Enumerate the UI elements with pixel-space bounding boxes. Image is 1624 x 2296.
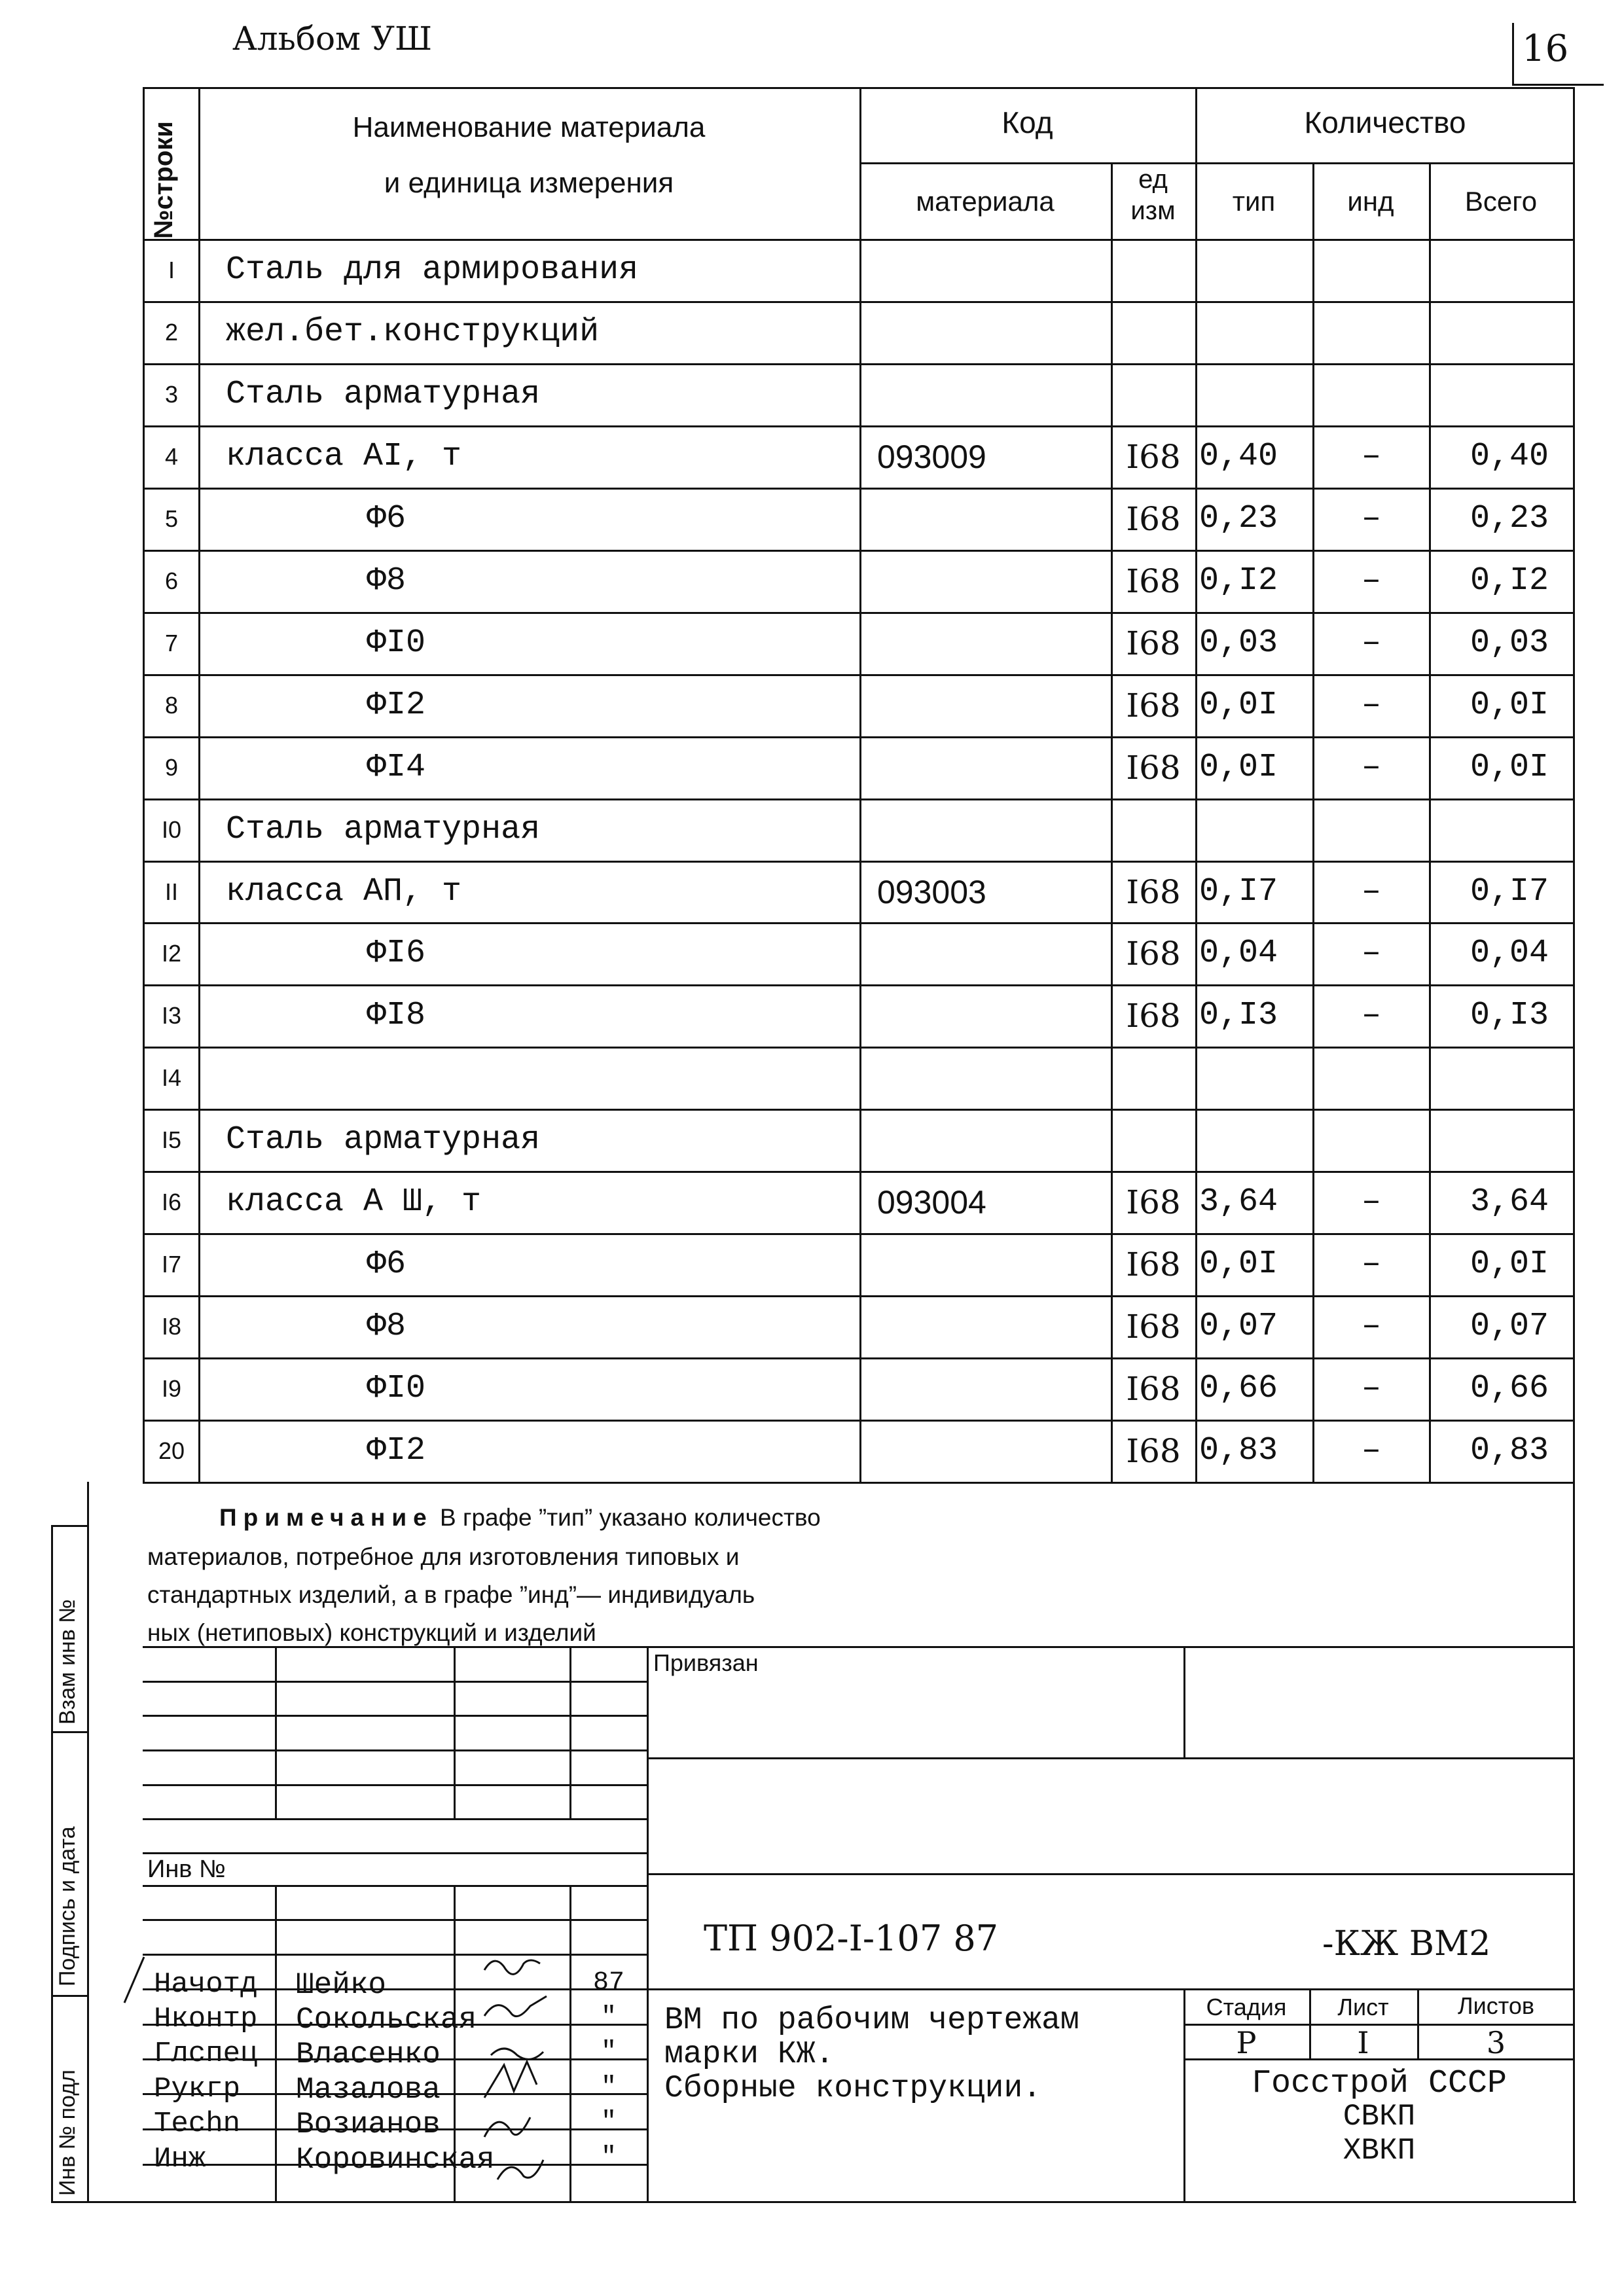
row-unit: I68 <box>1126 437 1181 476</box>
row-name: ФI2 <box>367 687 426 724</box>
row-unit: I68 <box>1126 624 1181 662</box>
row-number: I8 <box>161 1312 182 1340</box>
row-code <box>877 674 1106 736</box>
row-number: 2 <box>164 318 179 346</box>
row-unit: I68 <box>1126 1245 1181 1283</box>
row-unit: I68 <box>1126 1369 1181 1408</box>
row-name: Сталь арматурная <box>226 811 541 848</box>
row-number: I6 <box>161 1188 182 1215</box>
row-total: 3,64 <box>1470 1183 1549 1221</box>
row-total: 0,83 <box>1470 1432 1549 1469</box>
row-typ <box>1199 363 1310 425</box>
signer-name: Власенко <box>296 2037 441 2072</box>
row-typ: 3,64 <box>1199 1183 1278 1221</box>
note-line4: ных (нетиповых) конструкций и изделий <box>147 1619 596 1646</box>
row-typ: 0,0I <box>1199 1246 1278 1283</box>
row-code <box>877 550 1106 612</box>
org-line3: ХВКП <box>1343 2134 1416 2168</box>
row-ind <box>1314 363 1428 425</box>
row-total <box>1431 239 1549 301</box>
row-ind: – <box>1361 873 1381 910</box>
row-code <box>877 1047 1106 1109</box>
row-typ: 0,03 <box>1199 624 1278 662</box>
row-code: 093004 <box>877 1183 986 1221</box>
row-name: ФI6 <box>367 935 426 972</box>
signer-date: 87 <box>592 1968 624 1998</box>
signer-date: " <box>600 2037 617 2067</box>
row-name: класса А Ш, т <box>226 1183 482 1221</box>
doc-mark: -КЖ ВМ2 <box>1322 1924 1491 1964</box>
row-code <box>877 922 1106 984</box>
row-number: 8 <box>164 691 179 719</box>
row-code <box>877 1233 1106 1295</box>
row-unit: I68 <box>1126 872 1181 911</box>
row-total <box>1431 798 1549 861</box>
row-typ: 0,83 <box>1199 1432 1278 1469</box>
privyazan-label: Привязан <box>653 1649 759 1676</box>
row-total: 0,04 <box>1470 935 1549 972</box>
signer-role: Начотд <box>154 1968 258 2001</box>
row-typ <box>1199 1047 1310 1109</box>
row-ind: – <box>1361 500 1381 537</box>
signer-role: Глспец <box>154 2037 258 2070</box>
row-unit <box>1113 1109 1194 1171</box>
row-number: 20 <box>158 1437 185 1464</box>
org-line2: СВКП <box>1343 2100 1416 2134</box>
signer-name: Сокольская <box>296 2003 477 2037</box>
row-name: ФI0 <box>367 1370 426 1407</box>
row-ind: – <box>1361 562 1381 600</box>
row-total: 0,0I <box>1470 687 1549 724</box>
row-name: Ф8 <box>367 562 406 600</box>
row-number: I7 <box>161 1250 182 1278</box>
row-code <box>877 612 1106 674</box>
col-typ-header: тип <box>1232 186 1276 217</box>
row-name: Ф6 <box>367 500 406 537</box>
row-ind: – <box>1361 1246 1381 1283</box>
row-total <box>1431 1047 1549 1109</box>
row-ind: – <box>1361 1183 1381 1221</box>
signer-role: Рукгр <box>154 2073 241 2106</box>
row-typ: 0,66 <box>1199 1370 1278 1407</box>
row-unit: I68 <box>1126 562 1181 600</box>
row-typ: 0,I2 <box>1199 562 1278 600</box>
signer-name: Коровинская <box>296 2143 495 2177</box>
row-ind <box>1314 798 1428 861</box>
row-number: I5 <box>161 1126 182 1153</box>
row-typ <box>1199 239 1310 301</box>
row-ind: – <box>1361 749 1381 786</box>
row-typ: 0,0I <box>1199 749 1278 786</box>
row-number: 3 <box>164 380 179 408</box>
row-total <box>1431 301 1549 363</box>
page-number: 16 <box>1522 27 1569 70</box>
row-code <box>877 1420 1106 1482</box>
row-number: 7 <box>164 629 179 656</box>
row-typ: 0,04 <box>1199 935 1278 972</box>
row-ind: – <box>1361 1432 1381 1469</box>
sheets-value: 3 <box>1486 2025 1506 2060</box>
signer-name: Шейко <box>296 1968 387 2002</box>
row-number: I2 <box>161 939 182 967</box>
row-number: I0 <box>161 816 182 843</box>
row-ind: – <box>1361 687 1381 724</box>
signer-name: Мазалова <box>296 2073 441 2107</box>
row-unit: I68 <box>1126 996 1181 1035</box>
row-total: 0,0I <box>1470 749 1549 786</box>
note-line1: В графе ”тип” указано количество <box>439 1504 821 1531</box>
title-line3: Сборные конструкции. <box>664 2071 1042 2106</box>
signer-name: Возианов <box>296 2108 441 2142</box>
row-ind: – <box>1361 1370 1381 1407</box>
row-ind <box>1314 1109 1428 1171</box>
row-name: ФI0 <box>367 624 426 662</box>
row-name: Сталь арматурная <box>226 1121 541 1158</box>
row-unit <box>1113 798 1194 861</box>
row-typ: 0,23 <box>1199 500 1278 537</box>
signer-date: " <box>600 2073 617 2102</box>
row-total <box>1431 1109 1549 1171</box>
row-code <box>877 301 1106 363</box>
row-name: ФI4 <box>367 749 426 786</box>
col-code-header: Код <box>1001 105 1053 139</box>
col-qty-header: Количество <box>1304 105 1466 139</box>
col-unit-header-2: изм <box>1130 196 1176 225</box>
row-unit <box>1113 301 1194 363</box>
col-ind-header: инд <box>1347 186 1394 217</box>
sheet-label: Лист <box>1337 1994 1389 2020</box>
signer-date: " <box>600 2003 617 2032</box>
stage-value: Р <box>1236 2025 1257 2060</box>
row-number: I9 <box>161 1374 182 1402</box>
row-unit: I68 <box>1126 934 1181 973</box>
inv-no-label: Инв № <box>147 1856 226 1883</box>
row-ind <box>1314 239 1428 301</box>
signer-role: Инж <box>154 2143 206 2176</box>
doc-code: ТП 902-I-107 87 <box>704 1918 999 1959</box>
note-line2: материалов, потребное для изготовления типовых и <box>147 1543 740 1570</box>
row-name: класса АП, т <box>226 873 462 910</box>
row-total: 0,07 <box>1470 1308 1549 1345</box>
col-material-header: материала <box>916 186 1055 217</box>
row-number: I3 <box>161 1001 182 1029</box>
row-typ: 0,40 <box>1199 438 1278 475</box>
row-total <box>1431 363 1549 425</box>
row-unit <box>1113 239 1194 301</box>
row-total: 0,40 <box>1470 438 1549 475</box>
row-typ: 0,0I <box>1199 687 1278 724</box>
row-name: ФI2 <box>367 1432 426 1469</box>
row-unit: I68 <box>1126 1183 1181 1221</box>
row-ind: – <box>1361 624 1381 662</box>
row-total: 0,I7 <box>1470 873 1549 910</box>
row-total: 0,03 <box>1470 624 1549 662</box>
row-ind <box>1314 1047 1428 1109</box>
row-code <box>877 1295 1106 1357</box>
row-code: 093009 <box>877 438 986 475</box>
signer-role: Нконтр <box>154 2003 258 2036</box>
signer-date: " <box>600 2143 617 2172</box>
row-unit: I68 <box>1126 748 1181 787</box>
row-typ <box>1199 1109 1310 1171</box>
row-ind: – <box>1361 438 1381 475</box>
row-name: класса АI, т <box>226 438 462 475</box>
sheets-label: Листов <box>1458 1992 1534 2019</box>
row-ind <box>1314 301 1428 363</box>
row-typ <box>1199 301 1310 363</box>
col-total-header: Всего <box>1464 186 1538 217</box>
row-code <box>877 798 1106 861</box>
stage-label: Стадия <box>1206 1994 1287 2020</box>
row-total: 0,I3 <box>1470 997 1549 1034</box>
row-code <box>877 488 1106 550</box>
row-total: 0,0I <box>1470 1246 1549 1283</box>
row-code <box>877 736 1106 798</box>
row-code <box>877 1357 1106 1420</box>
side-inv-podl: Инв № подл <box>55 2070 80 2196</box>
row-code: 093003 <box>877 873 986 910</box>
row-unit <box>1113 1047 1194 1109</box>
row-number: I <box>168 256 175 283</box>
side-podpis: Подпись и дата <box>55 1826 80 1986</box>
row-code <box>877 1109 1106 1171</box>
sheet-value: I <box>1357 2025 1369 2060</box>
row-name: Ф8 <box>367 1308 406 1345</box>
row-number: I4 <box>161 1064 182 1091</box>
row-code <box>877 363 1106 425</box>
row-ind: – <box>1361 997 1381 1034</box>
row-unit: I68 <box>1126 499 1181 538</box>
col-name-header-2: и единица измерения <box>384 167 674 199</box>
row-name: Ф6 <box>367 1246 406 1283</box>
side-vzam: Взам инв № <box>55 1599 80 1725</box>
title-line2: марки КЖ. <box>664 2037 835 2072</box>
row-unit: I68 <box>1126 686 1181 725</box>
row-ind: – <box>1361 935 1381 972</box>
title-line1: ВМ по рабочим чертежам <box>664 2003 1079 2038</box>
row-number: 4 <box>164 442 179 470</box>
note-line3: стандартных изделий, а в графе ”инд”— индивидуаль <box>147 1581 755 1608</box>
row-name: ФI8 <box>367 997 426 1034</box>
col-row-number-header: №строки <box>149 121 178 239</box>
row-number: 5 <box>164 505 179 532</box>
row-total: 0,I2 <box>1470 562 1549 600</box>
row-unit: I68 <box>1126 1431 1181 1470</box>
row-total: 0,23 <box>1470 500 1549 537</box>
row-code <box>877 984 1106 1047</box>
row-name: Сталь арматурная <box>226 376 541 413</box>
row-number: II <box>164 878 178 905</box>
signature-marks <box>118 1950 641 2206</box>
org-line1: Госстрой СССР <box>1251 2065 1507 2102</box>
row-name <box>226 1047 854 1109</box>
note-lead: Примечание <box>219 1504 433 1531</box>
row-unit <box>1113 363 1194 425</box>
row-number: 6 <box>164 567 179 594</box>
row-typ: 0,07 <box>1199 1308 1278 1345</box>
row-typ: 0,I7 <box>1199 873 1278 910</box>
row-total: 0,66 <box>1470 1370 1549 1407</box>
row-name: Сталь для армирования <box>226 251 639 289</box>
row-name: жел.бет.конструкций <box>226 314 600 351</box>
row-unit: I68 <box>1126 1307 1181 1346</box>
row-ind: – <box>1361 1308 1381 1345</box>
row-typ <box>1199 798 1310 861</box>
row-number: 9 <box>164 753 179 781</box>
row-code <box>877 239 1106 301</box>
row-typ: 0,I3 <box>1199 997 1278 1034</box>
col-unit-header-1: ед <box>1138 165 1168 194</box>
signer-date: " <box>600 2108 617 2137</box>
signer-role: Techn <box>154 2108 241 2140</box>
col-name-header-1: Наименование материала <box>352 111 706 143</box>
album-title: Альбом УШ <box>232 20 433 58</box>
